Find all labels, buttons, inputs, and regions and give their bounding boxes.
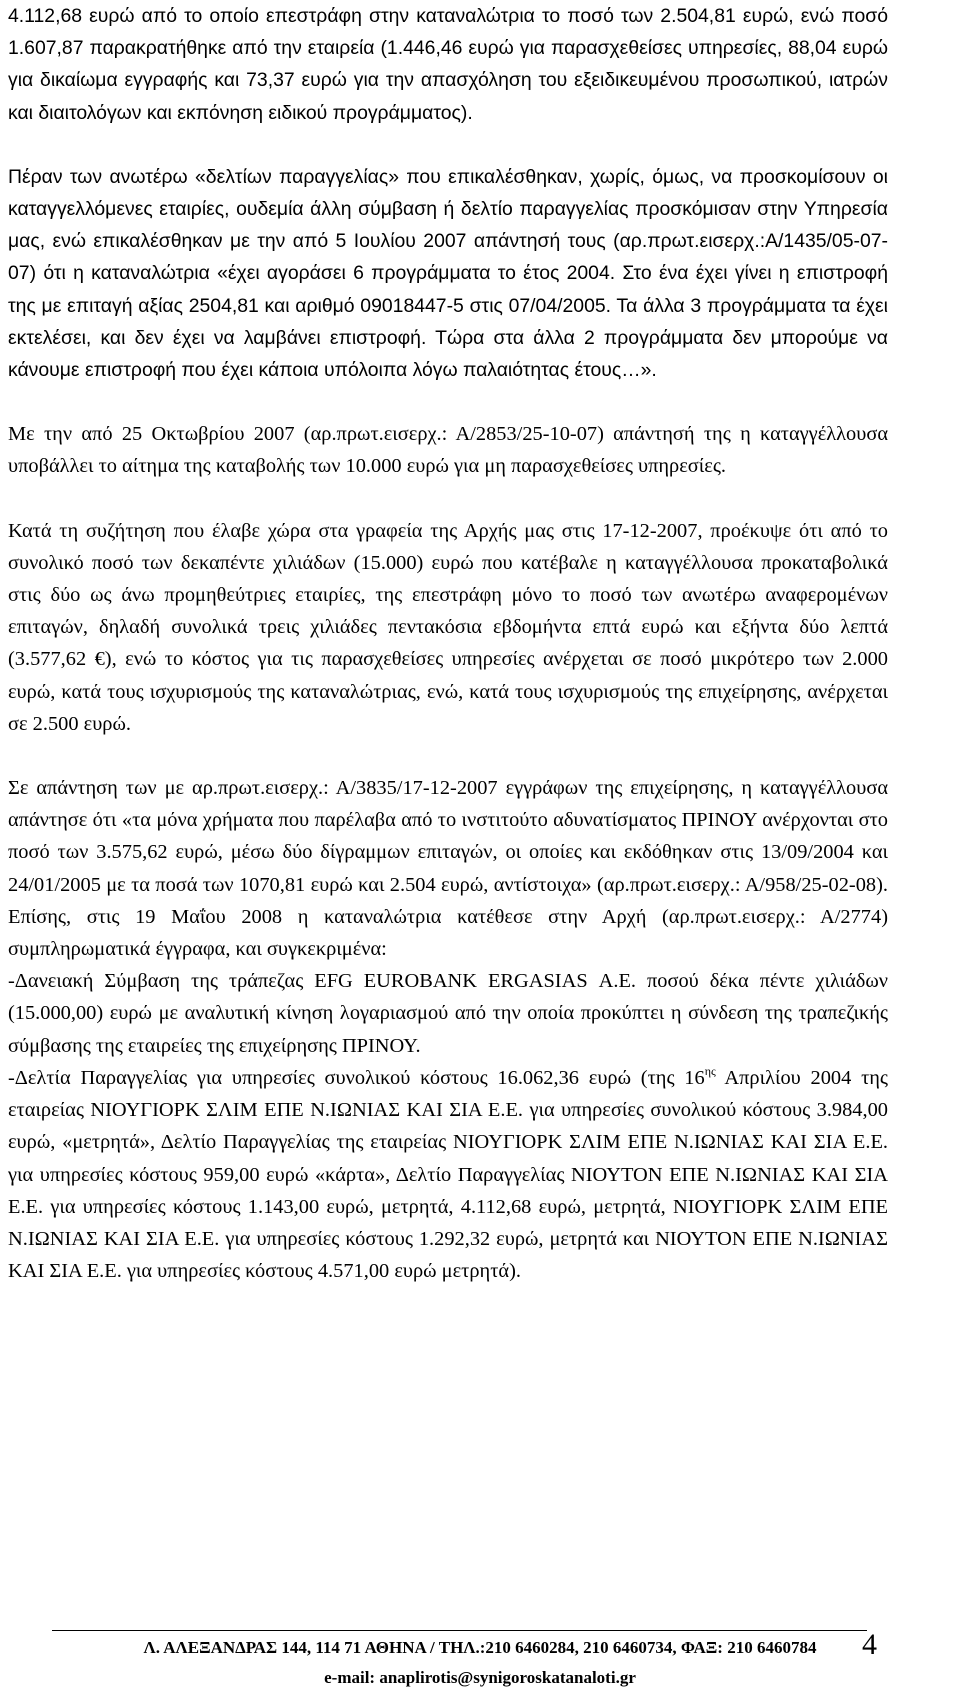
paragraph-gap	[8, 740, 888, 772]
footer-email: e-mail: anaplirotis@synigoroskatanaloti.gr	[324, 1668, 636, 1687]
document-body	[8, 0, 888, 1287]
paragraph-order-form-list	[8, 1062, 888, 1287]
paragraph-gap	[8, 386, 888, 418]
order-forms-text-start: -Δελτία Παραγγελίας για υπηρεσίες συνολικού κόστους 16.062,36 ευρώ (της 16	[8, 1066, 705, 1089]
paragraph-loan-agreement: -Δανειακή Σύμβαση της τράπεζας EFG EUROBANK ERGASIAS Α.Ε. ποσού δέκα πέντε χιλιάδων (15.000,00) ευρώ με αναλυτική κίνηση λογαριασμού από την οποία προκύπτει η σύνδεση της τραπεζικής σύμβασης της εταιρείες της επιχείρησης ΠΡΙΝΟΥ.	[8, 970, 888, 1057]
paragraph-complainant-request: Με την από 25 Οκτωβρίου 2007 (αρ.πρωτ.εισερχ.: Α/2853/25-10-07) απάντησή της η καταγγέλλουσα υποβάλλει το αίτημα της καταβολής των 10.000 ευρώ για μη παρασχεθείσες υπηρεσίες.	[8, 423, 888, 478]
paragraph-hearing-outcome: Κατά τη συζήτηση που έλαβε χώρα στα γραφεία της Αρχής μας στις 17-12-2007, προέκυψε ότι από το συνολικό ποσό των δεκαπέντε χιλιάδων (15.000) ευρώ που κατέβαλε η καταγγέλλουσα προκαταβολικά στις δύο ως άνω προμηθεύτριες εταιρίες, της επεστράφη μόνο το ποσό των ανωτέρω αναφερομένων επιταγών, δηλαδή συνολικά τρεις χιλιάδες πεντακόσια εβδομήντα επτά ευρώ και εξήντα δύο λεπτά (3.577,62 €), ενώ το κόστος για τις παρασχεθείσες υπηρεσίες ανέρχεται σε ποσό μικρότερο των 2.000 ευρώ, κατά τους ισχυρισμούς της καταναλώτριας, ενώ, κατά τους ισχυρισμούς της επιχείρησης, ανέρχεται σε 2.500 ευρώ.	[8, 519, 888, 735]
paragraph-gap	[8, 483, 888, 515]
footer-divider	[52, 1630, 867, 1631]
paragraph-refund-breakdown: 4.112,68 ευρώ από το οποίο επεστράφη στην καταναλώτρια το ποσό των 2.504,81 ευρώ, ενώ ποσό 1.607,87 παρακρατήθηκε από την εταιρεία (1.446,46 ευρώ για παρασχεθείσες υπηρεσίες, 88,04 ευρώ για δικαίωμα εγγραφής και 73,37 ευρώ για την απασχόληση του εξειδικευμένου προσωπικού, ιατρών και διαιτολόγων και εκπόνηση ειδικού προγράμματος).	[8, 5, 888, 124]
paragraph-gap	[8, 129, 888, 161]
ordinal-superscript: ης	[704, 1063, 716, 1078]
footer-address: Λ. ΑΛΕΞΑΝΔΡΑΣ 144, 114 71 ΑΘΗΝΑ / ΤΗΛ.:210 6460284, 210 6460734, ΦΑΞ: 210 6460784	[143, 1638, 817, 1657]
order-forms-text-rest: Απριλίου 2004 της εταιρείας ΝΙΟΥΓΙΟΡΚ ΣΛΙΜ ΕΠΕ Ν.ΙΩΝΙΑΣ ΚΑΙ ΣΙΑ Ε.Ε. για υπηρεσίες συνολικού κόστους 3.984,00 ευρώ, «μετρητά», Δελτίο Παραγγελίας της εταιρείας ΝΙΟΥΓΙΟΡΚ ΣΛΙΜ ΕΠΕ Ν.ΙΩΝΙΑΣ ΚΑΙ ΣΙΑ Ε.Ε. για υπηρεσίες κόστους 959,00 ευρώ «κάρτα», Δελτίο Παραγγελίας ΝΙΟΥΤΟΝ ΕΠΕ Ν.ΙΩΝΙΑΣ ΚΑΙ ΣΙΑ Ε.Ε. για υπηρεσίες κόστους 1.143,00 ευρώ, μετρητά, 4.112,68 ευρώ, μετρητά, ΝΙΟΥΓΙΟΡΚ ΣΛΙΜ ΕΠΕ Ν.ΙΩΝΙΑΣ ΚΑΙ ΣΙΑ Ε.Ε. για υπηρεσίες κόστους 1.292,32 ευρώ, μετρητά και ΝΙΟΥΤΟΝ ΕΠΕ Ν.ΙΩΝΙΑΣ ΚΑΙ ΣΙΑ Ε.Ε. για υπηρεσίες κόστους 4.571,00 ευρώ μετρητά).	[8, 1066, 889, 1283]
paragraph-complainant-reply: Σε απάντηση των με αρ.πρωτ.εισερχ.: Α/3835/17-12-2007 εγγράφων της επιχείρησης, η καταγγέλλουσα απάντησε ότι «τα μόνα χρήματα που παρέλαβα από το ινστιτούτο αδυνατίσματος ΠΡΙΝΟΥ ανέρχονται στο ποσό των 3.575,62 ευρώ, μέσω δύο δίγραμμων επιταγών, οι οποίες και εκδόθηκαν στις 13/09/2004 και 24/01/2005 με τα ποσά των 1070,81 ευρώ και 2.504 ευρώ, αντίστοιχα» (αρ.πρωτ.εισερχ.: Α/958/25-02-08). Επίσης, στις 19 Μαΐου 2008 η καταναλώτρια κατέθεσε στην Αρχή (αρ.πρωτ.εισερχ.: Α/2774) συμπληρωματικά έγγραφα, και συγκεκριμένα:	[8, 777, 888, 961]
paragraph-order-forms: Πέραν των ανωτέρω «δελτίων παραγγελίας» που επικαλέσθηκαν, χωρίς, όμως, να προσκομίσουν οι καταγγελλόμενες εταιρίες, ουδεμία άλλη σύμβαση ή δελτίο παραγγελίας προσκόμισαν στην Υπηρεσία μας, ενώ επικαλέσθηκαν με την από 5 Ιουλίου 2007 απάντησή τους (αρ.πρωτ.εισερχ.:Α/1435/05-07-07) ότι η καταναλώτρια «έχει αγοράσει 6 προγράμματα το έτος 2004. Στο ένα έχει γίνει η επιστροφή της με επιταγή αξίας 2504,81 και αριθμό 09018447-5 στις 07/04/2005. Τα άλλα 3 προγράμματα τα έχει εκτελέσει, και δεν έχει να λαμβάνει επιστροφή. Τώρα στα άλλα 2 προγράμματα δεν μπορούμε να κάνουμε επιστροφή που έχει κάποια υπόλοιπα λόγω παλαιότητας έτους…».	[8, 165, 888, 382]
page-number: 4	[862, 1628, 877, 1661]
